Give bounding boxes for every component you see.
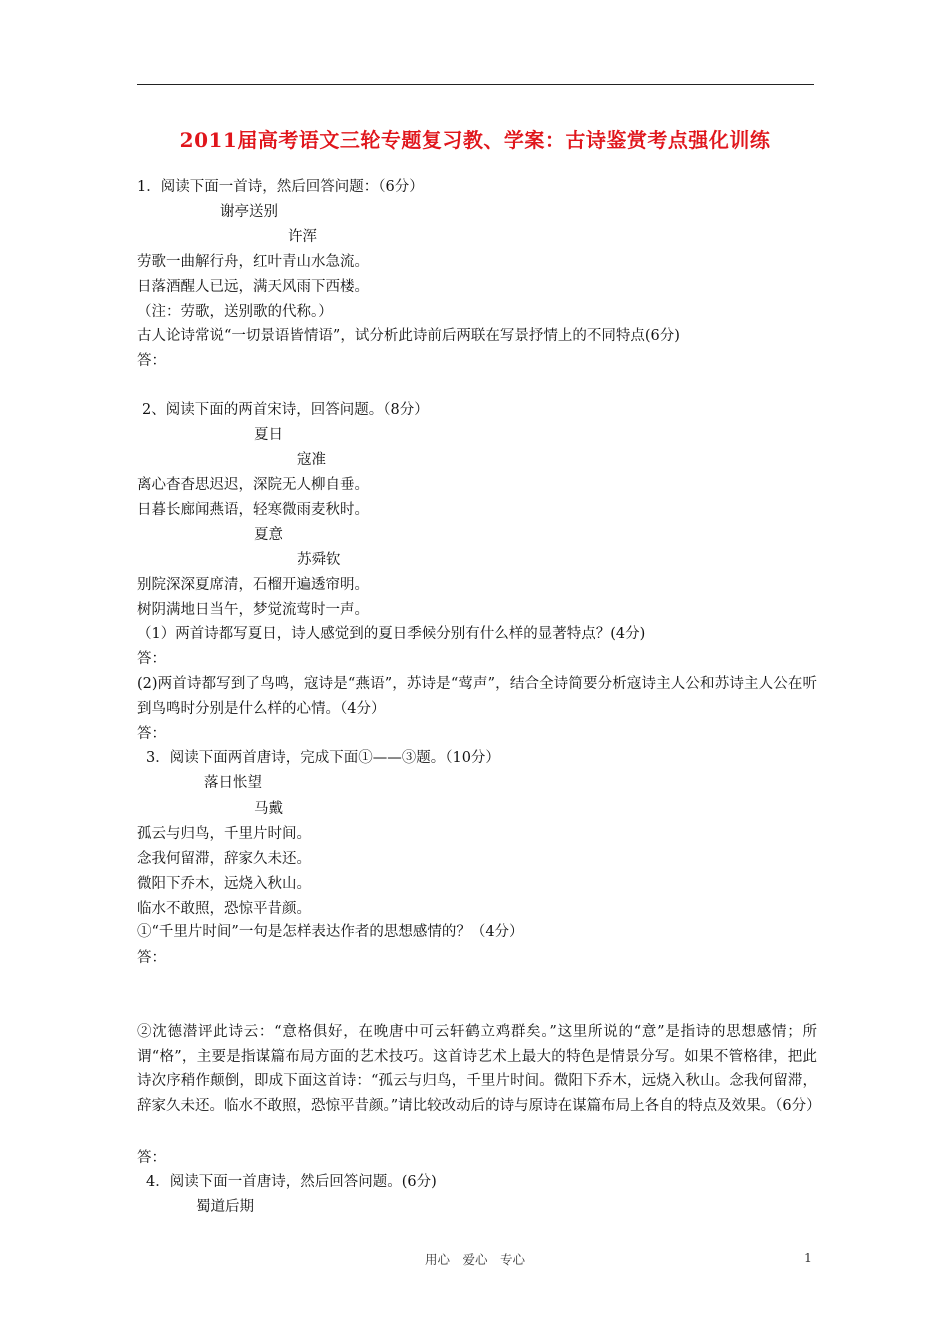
q2-poem2-line: 别院深深夏席清，石榴开遍透帘明。 [137, 577, 369, 593]
q1-poem-line: 日落酒醒人已远，满天风雨下西楼。 [137, 279, 369, 295]
q2-poem2-title: 夏意 [254, 527, 283, 543]
q2-answer-2: 答： [137, 726, 166, 742]
q3-prompt: 3．阅读下面两首唐诗，完成下面①——③题。（10分） [146, 750, 500, 766]
q2-poem1-line: 日暮长廊闻燕语，轻寒微雨麦秋时。 [137, 502, 369, 518]
q3-poem-line: 微阳下乔木，远烧入秋山。 [137, 876, 311, 892]
q2-poem2-author: 苏舜钦 [297, 552, 341, 568]
q3-author: 马戴 [254, 801, 283, 817]
q1-poem-line: 劳歌一曲解行舟，红叶青山水急流。 [137, 254, 369, 270]
q3-sub-question-2: ②沈德潜评此诗云：“意格俱好，在晚唐中可云轩鹤立鸡群矣。”这里所说的“意”是指诗的思想感情；所谓“格”，主要是指谋篇布局方面的艺术技巧。这首诗艺术上最大的特色是情景分写。如果不管格律，把此诗次序稍作颠倒，即成下面这首诗：“孤云与归鸟，千里片时间。微阳下乔木，远烧入秋山。念我何留滞，辞家久未还。临水不敢照，恐惊平昔颜。”请比较改动后的诗与原诗在谋篇布局上各自的特点及效果。（6分） [137, 1024, 821, 1115]
page-title: 2011届高考语文三轮专题复习教、学案：古诗鉴赏考点强化训练 [179, 128, 771, 152]
q2-poem1-line: 离心杳杳思迟迟，深院无人柳自垂。 [137, 477, 369, 493]
q2-poem1-title: 夏日 [254, 427, 283, 443]
q3-poem-title: 落日怅望 [204, 775, 262, 791]
q2-prompt: 2、阅读下面的两首宋诗，回答问题。（8分） [142, 402, 429, 418]
q3-sub-question-1: ①“千里片时间”一句是怎样表达作者的思想感情的？（4分） [137, 924, 524, 940]
page-number: 1 [804, 1250, 812, 1265]
q4-poem-title: 蜀道后期 [196, 1199, 254, 1215]
q1-answer: 答： [137, 353, 166, 369]
q1-poem-title: 谢亭送别 [220, 204, 278, 220]
q1-prompt: 1．阅读下面一首诗，然后回答问题：（6分） [137, 179, 424, 195]
q2-poem1-author: 寇准 [297, 452, 326, 468]
q3-answer-2: 答： [137, 1150, 166, 1166]
q2-poem2-line: 树阴满地日当午，梦觉流莺时一声。 [137, 602, 369, 618]
q3-poem-line: 临水不敢照，恐惊平昔颜。 [137, 901, 311, 917]
q3-poem-line: 孤云与归鸟，千里片时间。 [137, 826, 311, 842]
q4-prompt: 4．阅读下面一首唐诗，然后回答问题。(6分) [146, 1174, 437, 1190]
q2-sub-question-1: （1）两首诗都写夏日，诗人感觉到的夏日季候分别有什么样的显著特点？(4分) [137, 626, 646, 642]
q3-answer-1: 答： [137, 950, 166, 966]
q2-answer-1: 答： [137, 651, 166, 667]
q3-poem-line: 念我何留滞，辞家久未还。 [137, 851, 311, 867]
q1-question: 古人论诗常说“一切景语皆情语”，试分析此诗前后两联在写景抒情上的不同特点(6分) [137, 328, 680, 344]
footer-motto: 用心 爱心 专心 [424, 1252, 525, 1267]
q1-note: （注：劳歌，送别歌的代称。） [137, 304, 333, 320]
q2-sub-question-2: (2)两首诗都写到了鸟鸣，寇诗是“燕语”，苏诗是“莺声”，结合全诗简要分析寇诗主人公和苏诗主人公在听到鸟鸣时分别是什么样的心情。（4分） [137, 676, 817, 717]
header-rule [137, 84, 814, 85]
q1-author: 许浑 [288, 229, 317, 245]
